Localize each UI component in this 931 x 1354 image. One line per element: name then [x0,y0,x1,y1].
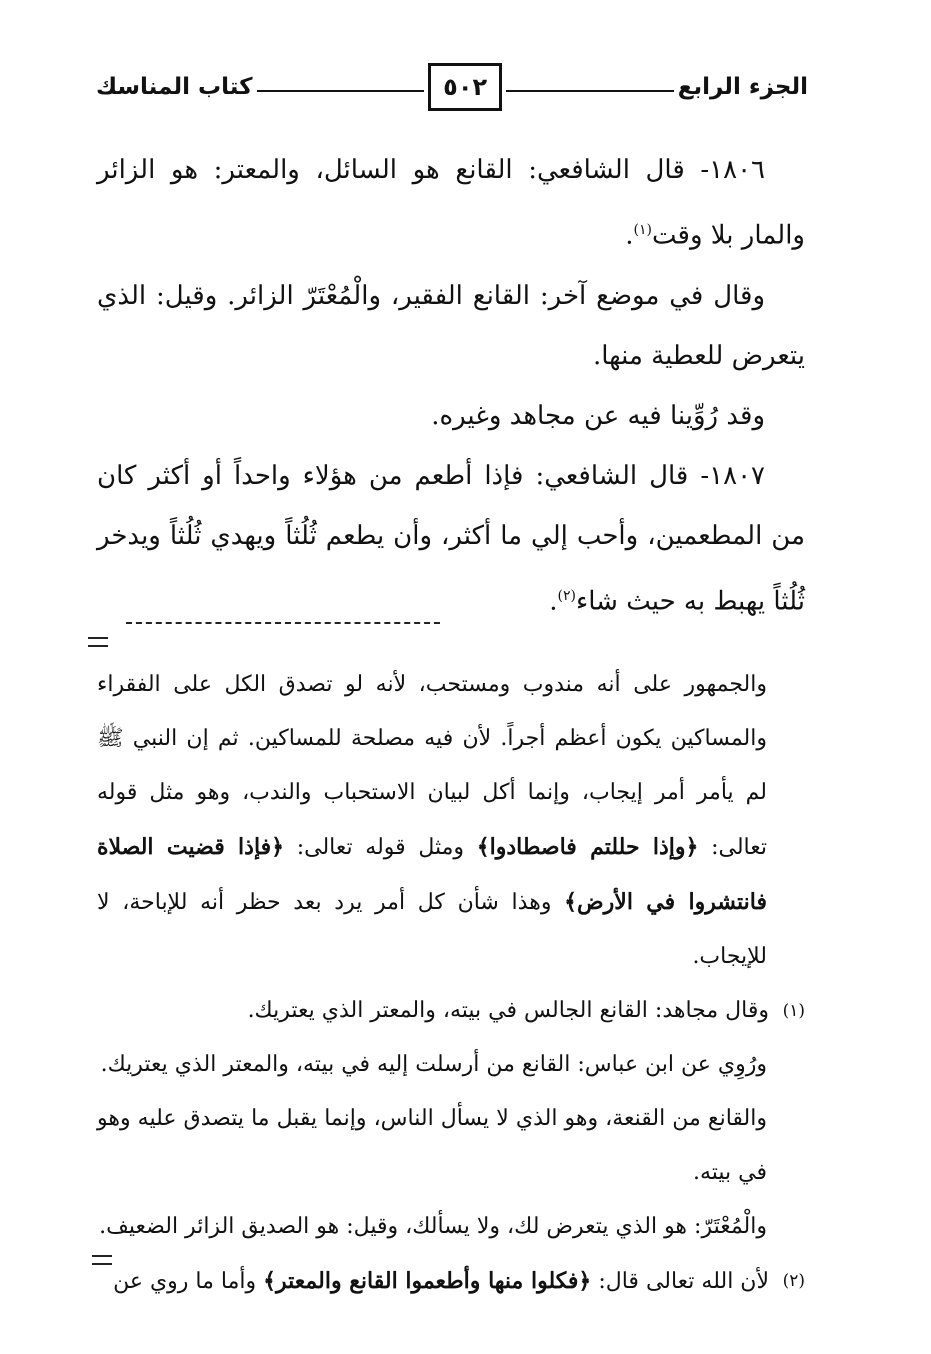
page-number: ٥٠٢ [428,63,502,111]
paragraph-text: ١٨٠٧- قال الشافعي: فإذا أطعم من هؤلاء واحداً أو أكثر كان من المطعمين، وأحب إلي ما أكثر، وأن يطعم ثُلُثاً ويهدي ثُلُثاً ويدخر ثُلُثاً يهبط به حيث شاء [97,460,805,617]
note-text: ومثل قوله تعالى: [296,835,465,860]
paragraph-text: ١٨٠٦- قال الشافعي: القانع هو السائل، والمعتر: هو الزائر والمار بلا وقت [97,155,805,251]
continuation-mark-top [88,637,108,647]
footnote-1-line-c: والقانع من القنعة، وهو الذي لا يسأل الناس، وإنما يقبل ما يتصدق عليه وهو في بيته. [97,1106,767,1185]
footnote-text: وقال مجاهد: القانع الجالس في بيته، والمعتر الذي يعتريك. [247,998,769,1023]
footnote-continuation [97,658,805,984]
footnote-2 [97,1254,805,1309]
paragraph-narration: وقد رُوِّينا فيه عن مجاهد وغيره. [431,400,765,431]
quran-verse: ﴿فإذا قضيت الصلاة فانتشروا في الأرض﴾ [97,834,767,915]
quran-verse: ﴿وإذا حللتم فاصطادوا﴾ [476,834,699,860]
main-text [97,140,805,631]
footnote-separator [126,622,440,624]
note-text: والجمهور على أنه مندوب ومستحب، لأنه لو تصدق الكل على الفقراء والمساكين يكون أعظم أجراً. لأن فيه مصلحة للمساكين. ثم إن النبي ﷺ لم يأمر أمر إيجاب، وإنما أكل لبيان الاستحباب والندب، وهو مثل قوله تعالى: [97,672,768,860]
paragraph-1806 [97,140,805,266]
quran-verse: ﴿فكلوا منها وأطعموا القانع والمعتر﴾ [263,1268,592,1294]
footnote-1-line-d: والْمُعْتَرّ: هو الذي يتعرض لك، ولا يسألك، وقيل: هو الصديق الزائر الضعيف. [99,1214,767,1239]
footnote-ref-1: (١) [633,222,652,238]
header-rule-right [506,90,674,92]
paragraph-1807 [97,446,805,632]
header-rule-left [257,90,425,92]
footnote-1 [97,984,805,1038]
continuation-mark-bottom [92,1255,112,1265]
page-header [96,62,808,112]
note-text: وهذا شأن كل أمر يرد بعد حظر أنه للإباحة، لا للإيجاب. [97,890,767,969]
note-text: وأما ما روي عن [113,1269,257,1294]
footnote-ref-2: (٢) [557,587,577,604]
end-dot: . [549,586,558,617]
note-text: لأن الله تعالى قال: [598,1269,769,1294]
paragraph-other-place: وقال في موضع آخر: القانع الفقير، والْمُعْتَرّ الزائر. وقيل: الذي يتعرض للعطية منها. [97,280,805,371]
footnotes [97,658,805,1309]
footnote-number: (١) [782,1001,805,1021]
footnote-number: (٢) [782,1271,805,1291]
footnote-1-line-b: ورُوِي عن ابن عباس: القانع من أرسلت إليه في بيته، والمعتر الذي يعتريك. [100,1052,767,1077]
volume-title: الجزء الرابع [677,74,808,100]
end-dot: . [625,220,634,251]
book-title: كتاب المناسك [96,74,253,100]
footnote-text [97,1254,769,1309]
